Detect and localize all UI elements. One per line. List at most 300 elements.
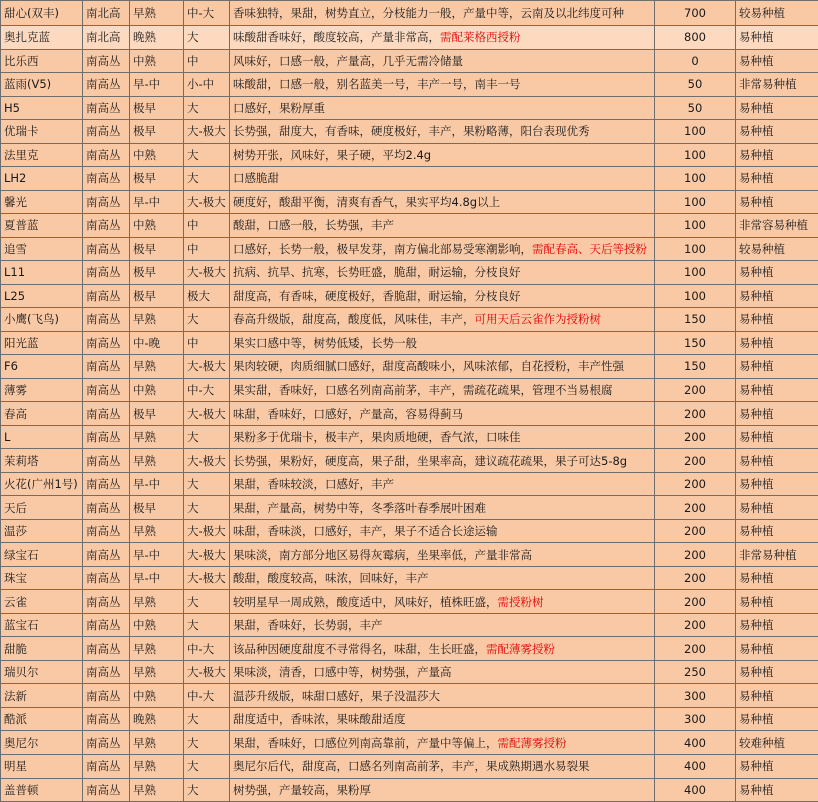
fruit-size-cell: 大	[184, 778, 230, 802]
price-cell: 200	[655, 590, 736, 614]
price-cell: 700	[655, 1, 736, 26]
description-text: 硬度好，酸甜平衡，清爽有香气，果实平均4.8g以上	[233, 195, 500, 209]
difficulty-cell: 较难种植	[736, 731, 818, 755]
variety-name-cell: 天后	[1, 496, 83, 520]
description-cell	[230, 26, 655, 50]
variety-name-cell: 盖普顿	[1, 778, 83, 802]
fruit-size-cell: 大	[184, 143, 230, 167]
variety-name-cell: 瑞贝尔	[1, 660, 83, 684]
maturity-cell: 中熟	[130, 49, 184, 73]
table-row	[1, 566, 818, 590]
fruit-size-cell: 大	[184, 167, 230, 191]
description-text: 长势强，甜度大，有香味，硬度极好，丰产，果粉略薄，阳台表现优秀	[233, 124, 590, 138]
difficulty-cell: 易种植	[736, 660, 818, 684]
maturity-cell: 早熟	[130, 731, 184, 755]
difficulty-cell: 易种植	[736, 284, 818, 308]
variety-name-cell: 明星	[1, 754, 83, 778]
description-text: 温莎升级版，味甜口感好，果子没温莎大	[233, 689, 440, 703]
description-text: 该品种因硬度甜度不寻常得名，味甜，生长旺盛，	[233, 642, 486, 656]
table-row	[1, 308, 818, 332]
description-text: 甜度高，有香味，硬度极好，香脆甜，耐运输，分枝良好	[233, 289, 521, 303]
maturity-cell: 极早	[130, 402, 184, 426]
price-cell: 100	[655, 143, 736, 167]
description-text: 味甜，香味淡，口感好，丰产，果子不适合长途运输	[233, 524, 498, 538]
variety-name-cell: 云雀	[1, 590, 83, 614]
difficulty-cell: 较易种植	[736, 1, 818, 26]
difficulty-cell: 易种植	[736, 613, 818, 637]
price-cell: 100	[655, 167, 736, 191]
table-row	[1, 613, 818, 637]
price-cell: 400	[655, 754, 736, 778]
variety-name-cell: 小鹰(飞鸟)	[1, 308, 83, 332]
variety-name-cell: F6	[1, 355, 83, 379]
fruit-size-cell: 大-极大	[184, 543, 230, 567]
variety-type-cell: 南高丛	[83, 566, 130, 590]
difficulty-cell: 易种植	[736, 425, 818, 449]
description-cell	[230, 402, 655, 426]
difficulty-cell: 易种植	[736, 684, 818, 708]
variety-name-cell: 春高	[1, 402, 83, 426]
price-cell: 50	[655, 73, 736, 97]
table-row	[1, 684, 818, 708]
variety-type-cell: 南高丛	[83, 613, 130, 637]
description-cell	[230, 190, 655, 214]
variety-type-cell: 南高丛	[83, 73, 130, 97]
description-text: 味酸甜香味好，酸度较高，产量非常高，	[233, 30, 440, 44]
fruit-size-cell: 大-极大	[184, 519, 230, 543]
difficulty-cell: 易种植	[736, 402, 818, 426]
maturity-cell: 早熟	[130, 1, 184, 26]
fruit-size-cell: 大	[184, 96, 230, 120]
price-cell: 0	[655, 49, 736, 73]
variety-name-cell: 法新	[1, 684, 83, 708]
maturity-cell: 早熟	[130, 425, 184, 449]
fruit-size-cell: 中	[184, 237, 230, 261]
description-cell	[230, 613, 655, 637]
table-row	[1, 496, 818, 520]
maturity-cell: 极早	[130, 261, 184, 285]
variety-name-cell: 奥尼尔	[1, 731, 83, 755]
difficulty-cell: 易种植	[736, 261, 818, 285]
description-cell	[230, 519, 655, 543]
description-cell	[230, 308, 655, 332]
variety-type-cell: 南高丛	[83, 331, 130, 355]
variety-type-cell: 南高丛	[83, 496, 130, 520]
maturity-cell: 早-中	[130, 190, 184, 214]
price-cell: 100	[655, 214, 736, 238]
variety-type-cell: 南高丛	[83, 590, 130, 614]
maturity-cell: 早熟	[130, 308, 184, 332]
price-cell: 100	[655, 261, 736, 285]
fruit-size-cell: 小-中	[184, 73, 230, 97]
price-cell: 150	[655, 355, 736, 379]
price-cell: 100	[655, 190, 736, 214]
description-text: 味甜，香味好，口感好，产量高，容易得蓟马	[233, 407, 463, 421]
table-row	[1, 449, 818, 473]
fruit-size-cell: 大	[184, 26, 230, 50]
description-cell	[230, 237, 655, 261]
description-cell	[230, 331, 655, 355]
difficulty-cell: 易种植	[736, 190, 818, 214]
difficulty-cell: 易种植	[736, 472, 818, 496]
difficulty-cell: 易种植	[736, 96, 818, 120]
description-text: 果肉较硬，肉质细腻口感好，甜度高酸味小，风味浓郁，自花授粉，丰产性强	[233, 359, 624, 373]
maturity-cell: 早-中	[130, 73, 184, 97]
table-row	[1, 355, 818, 379]
table-row	[1, 26, 818, 50]
difficulty-cell: 易种植	[736, 496, 818, 520]
description-cell	[230, 261, 655, 285]
fruit-size-cell: 中	[184, 49, 230, 73]
difficulty-cell: 易种植	[736, 378, 818, 402]
price-cell: 200	[655, 637, 736, 661]
variety-name-cell: 法里克	[1, 143, 83, 167]
maturity-cell: 中熟	[130, 613, 184, 637]
maturity-cell: 早-中	[130, 472, 184, 496]
variety-type-cell: 南高丛	[83, 237, 130, 261]
table-row	[1, 707, 818, 731]
variety-name-cell: 甜脆	[1, 637, 83, 661]
price-cell: 400	[655, 731, 736, 755]
maturity-cell: 极早	[130, 237, 184, 261]
maturity-cell: 极早	[130, 120, 184, 144]
maturity-cell: 早熟	[130, 754, 184, 778]
highlight-note: 需配薄雾授粉	[498, 736, 567, 750]
description-cell	[230, 355, 655, 379]
difficulty-cell: 易种植	[736, 26, 818, 50]
description-cell	[230, 543, 655, 567]
description-text: 果甜，产量高，树势中等，冬季落叶春季展叶困难	[233, 501, 486, 515]
price-cell: 200	[655, 378, 736, 402]
description-text: 酸甜，酸度较高，味浓，回味好，丰产	[233, 571, 429, 585]
fruit-size-cell: 大-极大	[184, 566, 230, 590]
variety-type-cell: 南高丛	[83, 378, 130, 402]
table-row	[1, 472, 818, 496]
price-cell: 150	[655, 308, 736, 332]
maturity-cell: 晚熟	[130, 707, 184, 731]
description-text: 果实口感中等，树势低矮，长势一般	[233, 336, 417, 350]
fruit-size-cell: 大-极大	[184, 261, 230, 285]
difficulty-cell: 易种植	[736, 637, 818, 661]
table-row	[1, 237, 818, 261]
maturity-cell: 早-中	[130, 566, 184, 590]
variety-name-cell: 薄雾	[1, 378, 83, 402]
maturity-cell: 早-中	[130, 543, 184, 567]
fruit-size-cell: 大	[184, 707, 230, 731]
description-text: 树势强，产量较高，果粉厚	[233, 783, 371, 797]
description-text: 春高升级版，甜度高，酸度低，风味佳，丰产，	[233, 312, 475, 326]
description-text: 奥尼尔后代，甜度高，口感名列南高前茅，丰产，果成熟期遇水易裂果	[233, 759, 590, 773]
description-cell	[230, 449, 655, 473]
price-cell: 150	[655, 331, 736, 355]
description-cell	[230, 214, 655, 238]
table-row	[1, 731, 818, 755]
price-cell: 200	[655, 519, 736, 543]
variety-name-cell: 甜心(双丰)	[1, 1, 83, 26]
table-row	[1, 284, 818, 308]
fruit-size-cell: 中	[184, 214, 230, 238]
fruit-size-cell: 中-大	[184, 637, 230, 661]
description-cell	[230, 49, 655, 73]
price-cell: 200	[655, 543, 736, 567]
difficulty-cell: 易种植	[736, 120, 818, 144]
price-cell: 200	[655, 472, 736, 496]
price-cell: 50	[655, 96, 736, 120]
description-text: 果甜，香味好，长势弱，丰产	[233, 618, 383, 632]
table-row	[1, 120, 818, 144]
description-text: 长势强，果粉好，硬度高，果子甜，坐果率高，建议疏花疏果，果子可达5-8g	[233, 454, 627, 468]
fruit-size-cell: 中-大	[184, 378, 230, 402]
maturity-cell: 早熟	[130, 355, 184, 379]
price-cell: 100	[655, 120, 736, 144]
difficulty-cell: 易种植	[736, 707, 818, 731]
difficulty-cell: 易种植	[736, 355, 818, 379]
variety-type-cell: 南高丛	[83, 660, 130, 684]
table-row	[1, 49, 818, 73]
variety-type-cell: 南高丛	[83, 472, 130, 496]
description-cell	[230, 472, 655, 496]
description-cell	[230, 120, 655, 144]
description-cell	[230, 637, 655, 661]
description-cell	[230, 731, 655, 755]
price-cell: 200	[655, 613, 736, 637]
variety-type-cell: 南高丛	[83, 543, 130, 567]
description-cell	[230, 660, 655, 684]
fruit-size-cell: 大	[184, 308, 230, 332]
maturity-cell: 中熟	[130, 143, 184, 167]
description-text: 较明星早一周成熟，酸度适中，风味好，植株旺盛，	[233, 595, 498, 609]
highlight-note: 需配莱格西授粉	[440, 30, 521, 44]
description-cell	[230, 684, 655, 708]
variety-type-cell: 南高丛	[83, 167, 130, 191]
variety-type-cell: 南高丛	[83, 284, 130, 308]
variety-name-cell: 蓝宝石	[1, 613, 83, 637]
variety-name-cell: 火花(广州1号)	[1, 472, 83, 496]
fruit-size-cell: 大-极大	[184, 660, 230, 684]
variety-name-cell: 绿宝石	[1, 543, 83, 567]
difficulty-cell: 易种植	[736, 449, 818, 473]
variety-name-cell: 奥扎克蓝	[1, 26, 83, 50]
variety-table-body	[1, 1, 818, 802]
price-cell: 200	[655, 425, 736, 449]
description-text: 味酸甜，口感一般，别名蓝美一号，丰产一号，南丰一号	[233, 77, 521, 91]
variety-name-cell: 珠宝	[1, 566, 83, 590]
difficulty-cell: 易种植	[736, 49, 818, 73]
table-row	[1, 261, 818, 285]
table-row	[1, 590, 818, 614]
maturity-cell: 早熟	[130, 660, 184, 684]
highlight-note: 需配春高、天后等授粉	[532, 242, 647, 256]
table-row	[1, 778, 818, 802]
price-cell: 100	[655, 284, 736, 308]
fruit-size-cell: 大-极大	[184, 402, 230, 426]
price-cell: 300	[655, 707, 736, 731]
price-cell: 200	[655, 496, 736, 520]
table-row	[1, 519, 818, 543]
table-row	[1, 660, 818, 684]
fruit-size-cell: 大	[184, 590, 230, 614]
fruit-size-cell: 大-极大	[184, 190, 230, 214]
variety-name-cell: H5	[1, 96, 83, 120]
description-text: 口感脆甜	[233, 171, 279, 185]
difficulty-cell: 非常易种植	[736, 543, 818, 567]
variety-type-cell: 南高丛	[83, 754, 130, 778]
fruit-size-cell: 中-大	[184, 1, 230, 26]
fruit-size-cell: 中	[184, 331, 230, 355]
table-row	[1, 214, 818, 238]
description-text: 果粉多于优瑞卡，极丰产，果肉质地硬，香气浓，口味佳	[233, 430, 521, 444]
maturity-cell: 极早	[130, 167, 184, 191]
variety-type-cell: 南高丛	[83, 190, 130, 214]
variety-type-cell: 南高丛	[83, 778, 130, 802]
maturity-cell: 晚熟	[130, 26, 184, 50]
maturity-cell: 中-晚	[130, 331, 184, 355]
variety-type-cell: 南高丛	[83, 261, 130, 285]
variety-name-cell: 追雪	[1, 237, 83, 261]
table-row	[1, 402, 818, 426]
fruit-size-cell: 大-极大	[184, 449, 230, 473]
difficulty-cell: 易种植	[736, 308, 818, 332]
description-text: 树势开张，风味好，果子硬，平均2.4g	[233, 148, 431, 162]
price-cell: 800	[655, 26, 736, 50]
description-text: 口感好，长势一般，极早发芽，南方偏北部易受寒潮影响，	[233, 242, 532, 256]
price-cell: 200	[655, 402, 736, 426]
fruit-size-cell: 大-极大	[184, 355, 230, 379]
variety-type-cell: 南高丛	[83, 684, 130, 708]
maturity-cell: 中熟	[130, 214, 184, 238]
maturity-cell: 早熟	[130, 519, 184, 543]
difficulty-cell: 易种植	[736, 167, 818, 191]
fruit-size-cell: 中-大	[184, 684, 230, 708]
variety-type-cell: 南高丛	[83, 707, 130, 731]
fruit-size-cell: 大	[184, 472, 230, 496]
description-cell	[230, 1, 655, 26]
description-text: 果甜，香味较淡，口感好，丰产	[233, 477, 394, 491]
description-text: 果味淡，南方部分地区易得灰霉病，坐果率低，产量非常高	[233, 548, 532, 562]
table-row	[1, 543, 818, 567]
highlight-note: 需配薄雾授粉	[486, 642, 555, 656]
table-row	[1, 143, 818, 167]
difficulty-cell: 非常容易种植	[736, 214, 818, 238]
price-cell: 200	[655, 566, 736, 590]
variety-type-cell: 南高丛	[83, 308, 130, 332]
description-cell	[230, 378, 655, 402]
table-row	[1, 425, 818, 449]
difficulty-cell: 易种植	[736, 590, 818, 614]
description-cell	[230, 425, 655, 449]
variety-name-cell: L11	[1, 261, 83, 285]
table-row	[1, 96, 818, 120]
price-cell: 200	[655, 449, 736, 473]
variety-type-cell: 南高丛	[83, 214, 130, 238]
table-row	[1, 167, 818, 191]
fruit-size-cell: 大	[184, 425, 230, 449]
variety-type-cell: 南高丛	[83, 425, 130, 449]
variety-name-cell: 温莎	[1, 519, 83, 543]
variety-name-cell: 酷派	[1, 707, 83, 731]
description-cell	[230, 167, 655, 191]
variety-name-cell: 茉莉塔	[1, 449, 83, 473]
difficulty-cell: 易种植	[736, 331, 818, 355]
description-cell	[230, 496, 655, 520]
table-row	[1, 754, 818, 778]
price-cell: 300	[655, 684, 736, 708]
maturity-cell: 极早	[130, 496, 184, 520]
difficulty-cell: 易种植	[736, 778, 818, 802]
table-row	[1, 1, 818, 26]
maturity-cell: 极早	[130, 284, 184, 308]
variety-type-cell: 南高丛	[83, 402, 130, 426]
description-cell	[230, 707, 655, 731]
variety-type-cell: 南北高	[83, 26, 130, 50]
description-cell	[230, 778, 655, 802]
description-text: 果味淡，清香，口感中等，树势强，产量高	[233, 665, 452, 679]
fruit-size-cell: 大	[184, 496, 230, 520]
variety-name-cell: 优瑞卡	[1, 120, 83, 144]
maturity-cell: 中熟	[130, 684, 184, 708]
maturity-cell: 早熟	[130, 637, 184, 661]
description-text: 抗病、抗旱、抗寒，长势旺盛，脆甜，耐运输，分枝良好	[233, 265, 521, 279]
difficulty-cell: 较易种植	[736, 237, 818, 261]
description-cell	[230, 284, 655, 308]
maturity-cell: 早熟	[130, 449, 184, 473]
description-text: 甜度适中，香味浓，果味酸甜适度	[233, 712, 406, 726]
table-row	[1, 331, 818, 355]
table-row	[1, 73, 818, 97]
description-text: 果实甜，香味好，口感名列南高前茅，丰产，需疏花疏果，管理不当易根腐	[233, 383, 613, 397]
variety-type-cell: 南高丛	[83, 519, 130, 543]
description-text: 风味好，口感一般，产量高，几乎无需冷储量	[233, 54, 463, 68]
description-cell	[230, 96, 655, 120]
description-cell	[230, 754, 655, 778]
description-cell	[230, 73, 655, 97]
variety-type-cell: 南高丛	[83, 49, 130, 73]
variety-type-cell: 南高丛	[83, 143, 130, 167]
variety-name-cell: L25	[1, 284, 83, 308]
variety-type-cell: 南高丛	[83, 355, 130, 379]
fruit-size-cell: 大	[184, 613, 230, 637]
variety-type-cell: 南高丛	[83, 637, 130, 661]
description-cell	[230, 143, 655, 167]
variety-name-cell: 比乐西	[1, 49, 83, 73]
difficulty-cell: 易种植	[736, 754, 818, 778]
price-cell: 250	[655, 660, 736, 684]
price-cell: 400	[655, 778, 736, 802]
table-row	[1, 637, 818, 661]
variety-name-cell: 夏普蓝	[1, 214, 83, 238]
description-text: 口感好，果粉厚重	[233, 101, 325, 115]
variety-name-cell: LH2	[1, 167, 83, 191]
maturity-cell: 极早	[130, 96, 184, 120]
variety-name-cell: 阳光蓝	[1, 331, 83, 355]
price-cell: 100	[655, 237, 736, 261]
difficulty-cell: 易种植	[736, 519, 818, 543]
variety-name-cell: L	[1, 425, 83, 449]
difficulty-cell: 易种植	[736, 143, 818, 167]
table-row	[1, 190, 818, 214]
variety-type-cell: 南高丛	[83, 449, 130, 473]
fruit-size-cell: 大-极大	[184, 120, 230, 144]
fruit-size-cell: 大	[184, 754, 230, 778]
maturity-cell: 中熟	[130, 378, 184, 402]
table-row	[1, 378, 818, 402]
highlight-note: 可用天后云雀作为授粉树	[475, 312, 602, 326]
fruit-size-cell: 极大	[184, 284, 230, 308]
description-cell	[230, 590, 655, 614]
description-text: 香味独特，果甜，树势直立，分枝能力一般，产量中等，云南及以北纬度可种	[233, 6, 624, 20]
description-text: 果甜，香味好，口感位列南高靠前，产量中等偏上，	[233, 736, 498, 750]
maturity-cell: 早熟	[130, 778, 184, 802]
